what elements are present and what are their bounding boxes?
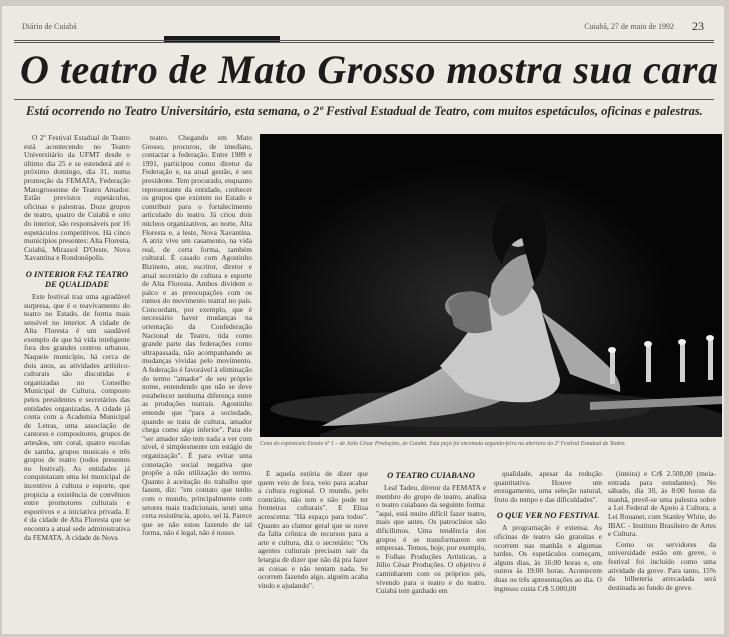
col3-paragraph-1: É aquela estória de dizer que quem veio de fora, veio para acabar a cultura regional. O mundo, pelo contrário, não tem e não pode ter fronteiras culturais". E Elisa acrescenta: "Há espaço para todos". Quanto ao clamor geral que se ouve da falta crônica de recursos para a arte e cultura, diz o secretário: "Os agentes culturais precisam sair da letargia de dizer que não dá pra fazer as coisas e não tentam nada. Se ocorrem fazendo algo, alguém acaba vindo e ajudando". [258, 470, 368, 590]
col5-paragraph-2: A programação é extensa. As oficinas de teatro são gratuitas e ocorrem nas manhãs e algumas tardes. Os espetáculos começam, alguns dias, às 16:00 horas e, em outros às 19:00 horas. Acontecem duas ou três apresentações ao dia. O ingresso custa Cr$ 5.000,00 [494, 523, 602, 593]
col1-paragraph-2: Este festival traz uma agradável surpresa, que é o reavivamento do teatro no Estado, de forma mais sensível no interior. A cidade de Alta Floresta é um saudável exemplo de que há vida inteligente fora dos grandes centros urbanos. Naquele município, há cerca de dois anos, as atividades artístico-culturais são discutidas e organizadas no Conselho Municipal de Cultura, composto pelos presidentes e secretários das entidades organizadas. A cidade já conta com a Academia Municipal de Letras, uma associação de cantores e compositores, grupos de artesãos, um coral, quatro escolas de samba, grupos musicais e três grupos de teatro (todos presentes no festival). As entidades já conquistaram uma lei municipal de incentivo à cultura e esporte, que propicia a existência de convênios entre promotores culturais e esportivos e a iniciativa privada. E é da cidade de Alta Floresta que se encontra a atual sede administrativa da FEMATA. A cidade de Nova [24, 291, 130, 542]
page-number: 23 [692, 19, 704, 33]
publication-name: Diário de Cuiabá [22, 22, 77, 31]
col4-subheading: O TEATRO CUIABANO [387, 470, 475, 480]
column-3 [258, 470, 368, 630]
col1-paragraph-1: O 2º Festival Estadual de Teatro está acontecendo no Teatro Universitário da UFMT desde o último dia 25 e se estenderá até o próximo domingo, dia 31, numa promoção da FEMATA, Federação Matogrossense de Teatro Amador. Estão previstos espetáculos, oficinas e palestras. Doze grupos de teatro, quatro de Cuiabá e oito do interior, são responsáveis por 16 espetáculos competitivos. Há cinco municípios presentes: Alta Floresta, Cuiabá, Mirassol D'Oeste, Nova Xavantina e Rondonópolis. [24, 134, 130, 263]
column-2 [142, 134, 252, 630]
header-rule-2 [14, 42, 714, 43]
col5-paragraph-1: qualidade, apesar da redução quantitativa. Houve um enxugamento, uma seleção natural, fruto do tempo e das dificuldades". [494, 470, 602, 504]
photo-caption: Cena do espetáculo Ensaio nº 1 – de Júlio César Produções, de Cuiabá. Esta peça foi encenada segunda-feira na abertura do 2º Festival Estadual de Teatro. [260, 441, 626, 447]
newspaper-page [2, 6, 724, 634]
stage-photo-graphic [260, 134, 722, 437]
stage-photo [260, 134, 722, 437]
col1-subheading: O INTERIOR FAZ TEATRO DE QUALIDADE [25, 268, 129, 289]
page-header [14, 19, 714, 40]
column-4 [376, 464, 486, 630]
headline-rule [14, 99, 714, 100]
header-rule [14, 40, 714, 41]
col2-paragraph-1: teatro. Chegando em Mato Grosso, procurou, de imediato, contactar a federação. Entre 1989 e 1991, participou como diretor da Federação e, na atual gestão, é seu presidente. Tem procurado, enquanto representante da entidade, conhecer os grupos que existem no Estado e contribuir para o fortalecimento articulado do teatro. Já criou dois núcleos organizativos, ao norte, Alta Floresta e, a leste, Nova Xavantina. A atriz vive um casamento, na vida real, de certa forma, também cultural. É casado com Agostinho Bizinoto, ator, escritor, diretor e atual secretário de cultura e esporte de Alta Floresta. Ambos dividem o palco e as preocupações com os rumos do movimento teatral no país. Concordam, por exemplo, que é necessário haver mudanças na orientação da Confederação Nacional de Teatro, tida como grande parte das federações como ultrapassada, não acompanhando as mudanças vividas pelo movimento. A federação é favorável à eliminação do termo "amador" de seu próprio nome, entendendo que não se deve estabelecer nenhuma diferença entre as produções teatrais. Agostinho entende que "para a sociedade, quando se trata de cultura, amador chega como algo inferior". Para ele "ser amador não tem nada a ver com nível, é simplesmente um estágio de organização". É para evitar uma conotação social negativa que propõe a não utilização do termo. Quanto à aceitação do trabalho que fazem, diz: "em contato que tenho com o mundo, principalmente com setores mais tradicionais, senti uma certa resistência, apoio, sei lá. Parece que se não estou fazendo de tal forma, não é legal, não é nosso. [142, 134, 252, 538]
col4-paragraph-1: Leal Tadeu, diretor da FEMATA e membro do grupo de teatro, analisa o teatro cuiabano da seguinte forma: "aqui, está muito difícil fazer teatro, mais que antes. Os patrocínios são dificílimos. Uma tendência dos grupos é se transformarem em empresas. Temos, hoje, por exemplo, o Folhas Produções Artísticas, a Júlio César Produções. O objetivo é caminharem com os próprios pés, vivendo para o teatro e do teatro. Cuiabá tem ganhado em [376, 483, 486, 596]
headline: O teatro de Mato Grosso mostra sua cara [20, 47, 719, 92]
subheadline: Está ocorrendo no Teatro Universitário, esta semana, o 2º Festival Estadual de Teatro, com muitos espetáculos, oficinas e palestras. [26, 104, 703, 118]
col5-subheading: O QUE VER NO FESTIVAL [496, 510, 600, 521]
column-1 [24, 134, 130, 630]
col6-paragraph-1: (inteira) e Cr$ 2.500,00 (meia-entrada para estudantes). No sábado, dia 30, às 8:00 horas da manhã, prevê-se uma palestra sobre a Lei Federal de Apoio à Cultura, a Lei Rouanet, com Stanley White, do IBAC - Instituto Brasileiro de Artes e Cultura. [608, 470, 716, 539]
column-6 [608, 470, 716, 630]
column-5 [494, 470, 602, 630]
col6-paragraph-2: Como os servidores da universidade estão em greve, o festival foi incluído como uma atividade da greve. Para tanto, 15% da bilheteria arrecadada será destinada ao fundo de greve. [608, 539, 716, 592]
dateline: Cuiabá, 27 de maio de 1992 [584, 22, 674, 31]
